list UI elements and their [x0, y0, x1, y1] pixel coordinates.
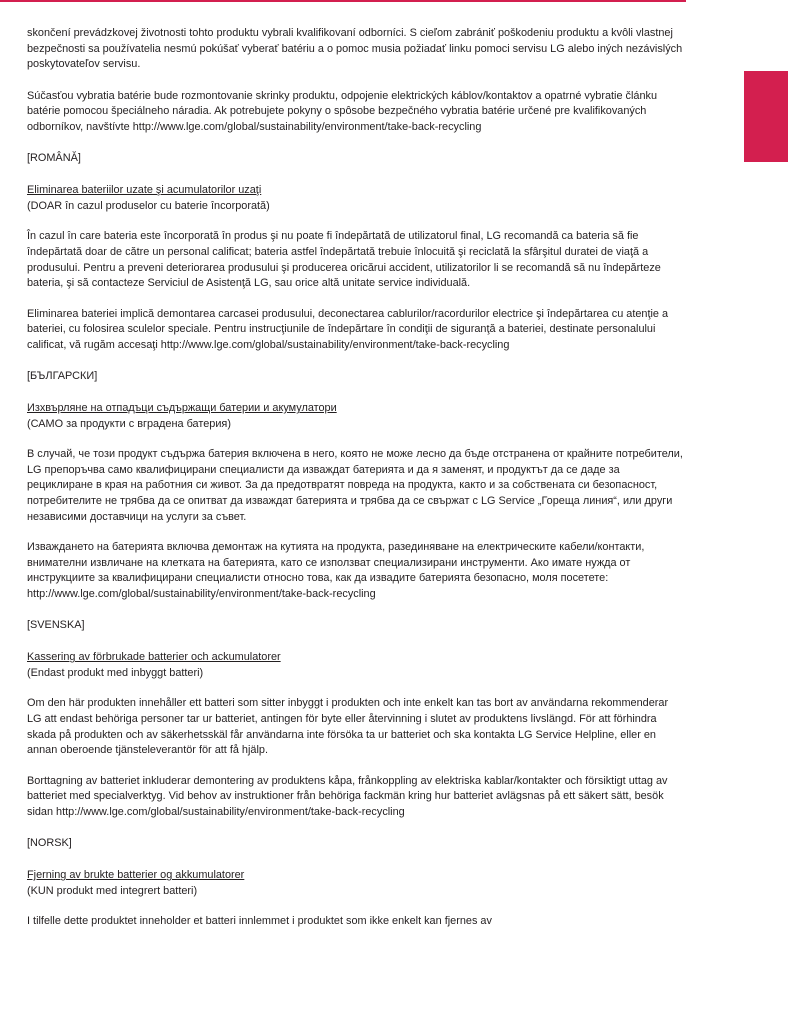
heading-subtitle-norsk: (KUN produkt med integrert batteri): [27, 884, 198, 897]
bulgarski-paragraph-1: В случай, че този продукт съдържа батерия включена в него, която не може лесно да бъде отстранена от крайните потребители, LG препоръчва само квалифицирани специалисти да изваждат батерията и да я заменят, и продуктът да се даде за рециклиране в края на работния си живот. За да предотвратят повреда на продукта, както и за собствената си безопасност, потребителите не трябва да се опитват да изваждат батерията и трябва да се свържат с LG Service „Гореща линия“, или други независими доставчици на услуги за съвет.: [27, 448, 683, 523]
section-heading-bulgarski: [27, 401, 683, 432]
heading-subtitle-romana: (DOAR în cazul produselor cu baterie încorporată): [27, 199, 270, 212]
norsk-paragraph-1: I tilfelle dette produktet inneholder et batteri innlemmet i produktet som ikke enkelt kan fjernes av: [27, 915, 492, 928]
section-romana: [27, 151, 683, 354]
language-side-tab: [744, 71, 788, 162]
svenska-paragraph-1: Om den här produkten innehåller ett batteri som sitter inbyggt i produkten och inte enkelt kan tas bort av användarna rekommenderar LG att endast behöriga personer tar ur batteriet, antingen för byte eller återvinning i slutet av produktens livslängd. För att förhindra skada på produkten och av säkerhetsskäl får användarna inte försöka ta ur batteriet och ska kontakta LG Service Helpline, eller en annan oberoende tjänsteleverantör för att få hjälp.: [27, 697, 669, 757]
section-svenska: [27, 618, 683, 821]
heading-title-bulgarski: Изхвърляне на отпадъци съдържащи батерии и акумулатори: [27, 402, 337, 415]
language-label-romana: [ROMÂNĂ]: [27, 151, 81, 164]
svenska-paragraph-2: Borttagning av batteriet inkluderar demontering av produktens kåpa, frånkoppling av elektriska kablar/kontakter och försiktigt uttag av batteriet med specialverktyg. Vid behov av instruktioner från behöriga fackmän kring hur batteriet avlägsnas på ett säkert sätt, besök sidan http://www.lge.com/global/sustainability/environment/take-back-recycling: [27, 774, 668, 818]
bulgarski-paragraph-2: Изваждането на батерията включва демонтаж на кутията на продукта, разединяване на електрическите кабели/контакти, внимателни извличане на клетката на батерията, като се използват специализирани инструменти. Ако имате нужда от инструкциите за квалифицирани специалисти относно това, как да извадите батерията безопасно, моля посетете: http://www.lge.com/global/sustainability/environment/take-back-recycling: [27, 541, 645, 601]
slovak-paragraph-2: Súčasťou vybratia batérie bude rozmontovanie skrinky produktu, odpojenie elektrických káblov/kontaktov a opatrné vybratie článku batérie pomocou špeciálneho náradia. Ak potrebujete pokyny o spôsobe bezpečného vybratia batérie určené pre kvalifikovaných odborníkov, navštívte http://www.lge.com/global/sustainability/environment/take-back-recycling: [27, 89, 658, 133]
language-label-bulgarski: [БЪЛГАРСКИ]: [27, 369, 98, 382]
romana-paragraph-1: În cazul în care bateria este încorporată în produs şi nu poate fi îndepărtată de utilizatorul final, LG recomandă ca bateria să fie îndepărtată doar de către un personal calificat; bateria astfel îndepărtată trebuie înlocuită şi reciclată la sfârşitul duratei de viaţă a produsului. Pentru a preveni deteriorarea produsului şi producerea oricărui accident, utilizatorilor li se recomandă să nu îndepărteze bateria, şi să contacteze Serviciul de Asistenţă LG, sau orice altă unitate service individuală.: [27, 230, 661, 290]
language-label-svenska: [SVENSKA]: [27, 618, 85, 631]
heading-title-romana: Eliminarea bateriilor uzate şi acumulatorilor uzaţi: [27, 184, 262, 197]
section-bulgarski: [27, 369, 683, 603]
section-heading-romana: [27, 183, 683, 214]
heading-title-norsk: Fjerning av brukte batterier og akkumulatorer: [27, 869, 245, 882]
section-slovak: [27, 26, 683, 136]
document-body: [27, 26, 683, 945]
romana-paragraph-2: Eliminarea bateriei implică demontarea carcasei produsului, deconectarea cablurilor/racordurilor electrice şi îndepărtarea cu atenţie a bateriei, cu folosirea sculelor speciale. Pentru instrucţiunile de îndepărtare în condiţii de siguranţă a bateriei, destinate personalului calificat, vă rugăm accesaţi http://www.lge.com/global/sustainability/environment/take-back-recycling: [27, 307, 669, 351]
heading-subtitle-svenska: (Endast produkt med inbyggt batteri): [27, 666, 204, 679]
heading-subtitle-bulgarski: (САМО за продукти с вградена батерия): [27, 417, 231, 430]
section-heading-norsk: [27, 868, 683, 899]
section-heading-svenska: [27, 650, 683, 681]
heading-title-svenska: Kassering av förbrukade batterier och ackumulatorer: [27, 651, 281, 664]
slovak-paragraph-1: skončení prevádzkovej životnosti tohto produktu vybrali kvalifikovaní odborníci. S cieľom zabrániť poškodeniu produktu a kvôli vlastnej bezpečnosti sa používatelia nesmú pokúšať vyberať batériu a o pomoc musia požiadať linku pomoci servisu LG alebo iných nezávislých poskytovateľov servisu.: [27, 27, 683, 71]
language-label-norsk: [NORSK]: [27, 836, 72, 849]
section-norsk: [27, 836, 683, 930]
top-accent-rule: [0, 0, 686, 2]
